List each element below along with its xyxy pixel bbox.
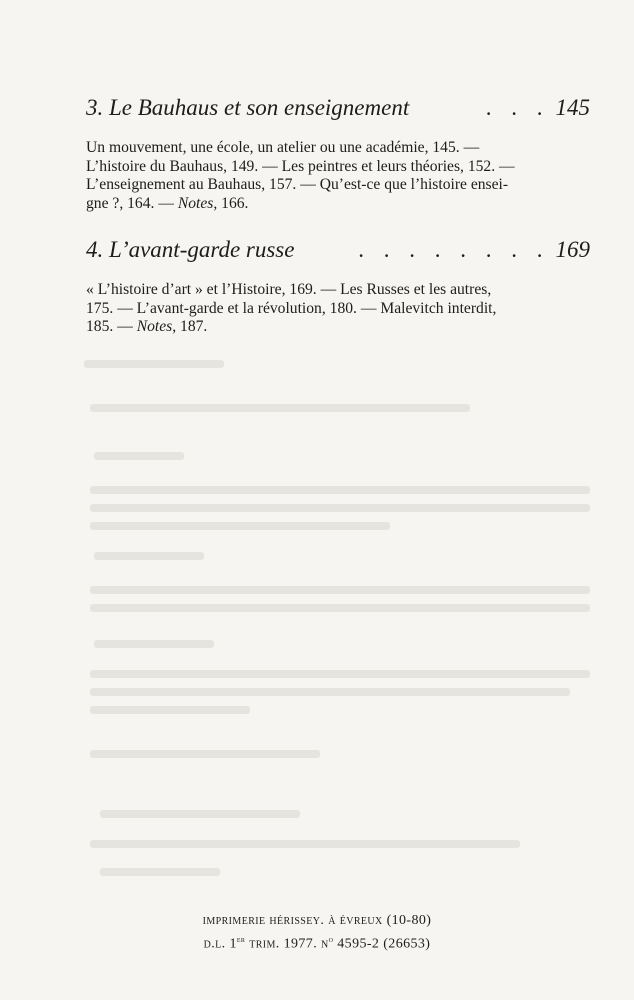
show-through-text — [80, 340, 600, 900]
toc-section-4 — [86, 236, 590, 337]
summary-text: 185. — — [86, 318, 137, 336]
summary-line — [86, 139, 590, 158]
leader-dots: . . . — [485, 95, 550, 120]
toc-section-heading[interactable] — [86, 94, 590, 122]
notes-label: Notes — [136, 318, 173, 336]
notes-label: Notes — [177, 194, 214, 212]
summary-text: gne ?, 164. — — [86, 194, 178, 212]
section-title: 3. Le Bauhaus et son enseignement — [86, 95, 410, 120]
section-summary — [86, 139, 590, 213]
imprint-line-1: imprimerie hérissey. à évreux (10-80) — [202, 913, 432, 928]
toc-section-heading[interactable] — [86, 236, 590, 264]
summary-line — [86, 318, 590, 337]
summary-line — [86, 195, 590, 214]
leader-dots: . . . . . . . . — [358, 237, 550, 262]
section-page-number: 169 — [555, 237, 590, 262]
toc-section-3 — [86, 94, 590, 213]
summary-line — [86, 158, 590, 177]
section-page-number: 145 — [555, 95, 590, 120]
section-title: 4. L’avant-garde russe — [86, 237, 295, 262]
summary-line — [86, 281, 590, 300]
imprint-line-2 — [0, 930, 634, 954]
section-summary — [86, 281, 590, 337]
summary-line — [86, 300, 590, 319]
ordinal-suffix: er — [236, 934, 246, 944]
numero-sign: o — [328, 934, 334, 944]
summary-text: L’enseignement au Bauhaus, 157. — Qu’est-ce que l’histoire ensei- — [86, 176, 509, 194]
legal-deposit: d.l. 1 — [203, 936, 237, 952]
summary-text: 175. — L’avant-garde et la révolution, 180. — Malevitch interdit, — [86, 299, 497, 317]
summary-text: , 187. — [172, 318, 208, 336]
summary-text: , 166. — [213, 194, 249, 212]
summary-text: « L’histoire d’art » et l’Histoire, 169. — Les Russes et les autres, — [86, 281, 492, 298]
printer-imprint — [0, 912, 634, 954]
print-number: 4595-2 (26653) — [333, 936, 431, 952]
summary-line — [86, 176, 590, 195]
summary-text: L’histoire du Bauhaus, 149. — Les peintres et leurs théories, 152. — — [86, 157, 515, 175]
summary-text: Un mouvement, une école, un atelier ou une académie, 145. — — [86, 139, 480, 156]
trimester-number: trim. 1977. n — [245, 936, 329, 952]
